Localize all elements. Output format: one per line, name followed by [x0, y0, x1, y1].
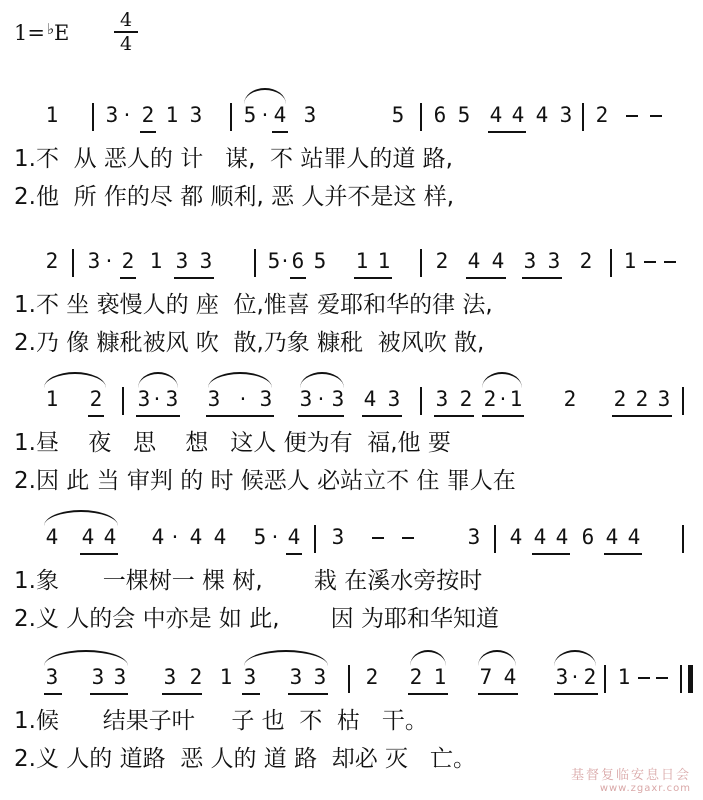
note: 3: [87, 249, 101, 273]
underline: [532, 553, 570, 555]
lyric-verse-1: 1.候 结果子叶 子 也 不 枯 干。: [14, 708, 428, 734]
note: 2: [583, 665, 597, 689]
note: 3: [555, 665, 569, 689]
note: 3: [467, 525, 481, 549]
note: 4: [533, 525, 547, 549]
lyric-verse-2: 2.义 人的会 中亦是 如 此, 因 为耶和华知道: [14, 606, 499, 632]
note: 3: [289, 665, 303, 689]
lyric-verse-1: 1.昼 夜 思 想 这人 便为有 福,他 要: [14, 430, 451, 456]
dash: [644, 261, 656, 263]
note: 3: [165, 387, 179, 411]
note: 4: [605, 525, 619, 549]
underline: [488, 131, 526, 133]
note: 4: [103, 525, 117, 549]
note: 3: [45, 665, 59, 689]
barline: [348, 665, 350, 693]
dot: ·: [571, 665, 579, 689]
underline: [298, 415, 344, 417]
underline: [162, 693, 202, 695]
note: 3: [259, 387, 273, 411]
note: 5: [457, 103, 471, 127]
note: 2: [45, 249, 59, 273]
lyric-verse-1: 1.象 一棵树一 棵 树, 栽 在溪水旁按时: [14, 568, 483, 594]
note: 6: [433, 103, 447, 127]
note: 1: [509, 387, 523, 411]
note: 4: [509, 525, 523, 549]
note: 3: [299, 387, 313, 411]
note: 1: [219, 665, 233, 689]
note: 1: [355, 249, 369, 273]
note: 5: [253, 525, 267, 549]
slur: [410, 650, 446, 666]
underline: [120, 277, 136, 279]
barline: [72, 249, 74, 277]
lyric-verse-2: 2.因 此 当 审判 的 时 候恶人 必站立不 住 罪人在: [14, 468, 516, 494]
note: 3: [331, 525, 345, 549]
note: 2: [409, 665, 423, 689]
dot: ·: [281, 249, 289, 273]
underline: [90, 693, 128, 695]
note: 2: [141, 103, 155, 127]
barline: [682, 387, 684, 415]
watermark: [571, 764, 691, 794]
barline: [610, 249, 612, 277]
dash: [664, 261, 676, 263]
barline: [682, 525, 684, 553]
note: 4: [467, 249, 481, 273]
barline: [420, 387, 422, 415]
dash: [650, 115, 662, 117]
note: 7: [479, 665, 493, 689]
note: 3: [105, 103, 119, 127]
note: 4: [189, 525, 203, 549]
note: 3: [207, 387, 221, 411]
note: 4: [287, 525, 301, 549]
note: 4: [535, 103, 549, 127]
note: 6: [581, 525, 595, 549]
underline: [206, 415, 274, 417]
note: 1: [623, 249, 637, 273]
time-signature: [114, 10, 138, 54]
lyric-verse-1: 1.不 坐 亵慢人的 座 位,惟喜 爱耶和华的律 法,: [14, 292, 493, 318]
underline: [354, 277, 392, 279]
note: 4: [363, 387, 377, 411]
barline: [494, 525, 496, 553]
underline: [174, 277, 214, 279]
note: 3: [113, 665, 127, 689]
note: 1: [45, 103, 59, 127]
key-note: E: [54, 21, 70, 45]
note: 3: [435, 387, 449, 411]
lyric-verse-2: 2.乃 像 糠秕被风 吹 散,乃象 糠秕 被风吹 散,: [14, 330, 485, 356]
note: 4: [213, 525, 227, 549]
notation-row: [0, 100, 703, 134]
note: 3: [313, 665, 327, 689]
slur: [554, 650, 596, 666]
barline: [582, 103, 584, 131]
key-prefix: 1=: [14, 21, 45, 45]
dash: [626, 115, 638, 117]
note: 2: [613, 387, 627, 411]
underline: [478, 693, 518, 695]
note: 3: [303, 103, 317, 127]
note: 3: [523, 249, 537, 273]
dot: ·: [239, 387, 247, 411]
underline: [604, 553, 642, 555]
note: 3: [657, 387, 671, 411]
underline: [362, 415, 402, 417]
slur: [138, 372, 178, 388]
note: 2: [563, 387, 577, 411]
note: 4: [489, 103, 503, 127]
underline: [554, 693, 598, 695]
note: 1: [617, 665, 631, 689]
note: 5: [391, 103, 405, 127]
underline: [136, 415, 180, 417]
note: 2: [121, 249, 135, 273]
lyric-verse-2: 2.义 人的 道路 恶 人的 道 路 却必 灭 亡。: [14, 746, 476, 772]
note: 2: [635, 387, 649, 411]
note: 1: [149, 249, 163, 273]
dot: ·: [171, 525, 179, 549]
underline: [288, 693, 328, 695]
note: 3: [547, 249, 561, 273]
barline: [604, 665, 606, 693]
slur: [482, 372, 522, 388]
slur: [44, 510, 118, 526]
final-barline: [688, 665, 693, 693]
note: 3: [199, 249, 213, 273]
lyric-verse-1: 1.不 从 恶人的 计 谋, 不 站罪人的道 路,: [14, 146, 453, 172]
notation-row: [0, 246, 703, 280]
slur: [300, 372, 344, 388]
dot: ·: [499, 387, 507, 411]
dot: ·: [271, 525, 279, 549]
watermark-text: 基督复临安息日会: [570, 768, 691, 783]
barline: [420, 249, 422, 277]
underline: [290, 277, 306, 279]
underline: [482, 415, 524, 417]
note: 3: [331, 387, 345, 411]
slur: [44, 650, 128, 666]
key-signature: [14, 20, 69, 45]
note: 4: [45, 525, 59, 549]
underline: [466, 277, 506, 279]
note: 3: [189, 103, 203, 127]
note: 4: [151, 525, 165, 549]
dot: ·: [123, 103, 131, 127]
note: 6: [291, 249, 305, 273]
note: 4: [491, 249, 505, 273]
dash: [638, 677, 650, 679]
underline: [612, 415, 672, 417]
barline: [254, 249, 256, 277]
note: 2: [189, 665, 203, 689]
dot: ·: [317, 387, 325, 411]
note: 2: [89, 387, 103, 411]
underline: [44, 693, 62, 695]
underline: [140, 131, 156, 133]
note: 5: [243, 103, 257, 127]
note: 2: [435, 249, 449, 273]
note: 4: [81, 525, 95, 549]
time-signature-bottom: 4: [119, 33, 133, 55]
underline: [242, 693, 260, 695]
note: 4: [555, 525, 569, 549]
dot: ·: [261, 103, 269, 127]
watermark-url: www.zgaxr.com: [599, 783, 691, 794]
note: 3: [175, 249, 189, 273]
note: 3: [137, 387, 151, 411]
slur: [44, 372, 106, 388]
slur: [244, 88, 286, 104]
underline: [272, 131, 288, 133]
note: 4: [503, 665, 517, 689]
note: 4: [627, 525, 641, 549]
notation-row: [0, 384, 703, 418]
note: 3: [163, 665, 177, 689]
barline: [230, 103, 232, 131]
notation-row: [0, 662, 703, 696]
underline: [286, 553, 302, 555]
dot: ·: [153, 387, 161, 411]
note: 1: [377, 249, 391, 273]
barline: [122, 387, 124, 415]
note: 3: [243, 665, 257, 689]
slur: [244, 650, 328, 666]
dot: ·: [105, 249, 113, 273]
note: 2: [365, 665, 379, 689]
note: 1: [45, 387, 59, 411]
dash: [656, 677, 668, 679]
barline: [420, 103, 422, 131]
underline: [434, 415, 474, 417]
note: 1: [165, 103, 179, 127]
note: 1: [433, 665, 447, 689]
note: 2: [459, 387, 473, 411]
notation-row: [0, 522, 703, 556]
note: 2: [483, 387, 497, 411]
time-signature-top: 4: [119, 9, 133, 31]
note: 2: [579, 249, 593, 273]
note: 5: [313, 249, 327, 273]
underline: [408, 693, 448, 695]
slur: [208, 372, 272, 388]
underline: [522, 277, 562, 279]
note: 4: [511, 103, 525, 127]
underline: [80, 553, 118, 555]
note: 3: [387, 387, 401, 411]
lyric-verse-2: 2.他 所 作的尽 都 顺利, 恶 人并不是这 样,: [14, 184, 455, 210]
barline: [314, 525, 316, 553]
barline: [680, 665, 682, 693]
slur: [478, 650, 516, 666]
note: 4: [273, 103, 287, 127]
note: 2: [595, 103, 609, 127]
underline: [88, 415, 104, 417]
flat-sign: ♭: [46, 20, 55, 38]
barline: [92, 103, 94, 131]
dash: [402, 537, 414, 539]
note: 3: [559, 103, 573, 127]
note: 3: [91, 665, 105, 689]
note: 5: [267, 249, 281, 273]
dash: [372, 537, 384, 539]
